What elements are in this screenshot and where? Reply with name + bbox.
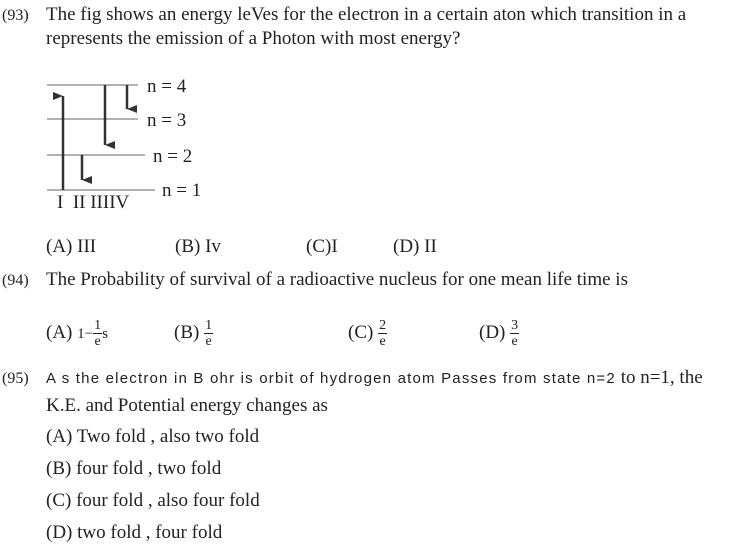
denominator: e bbox=[379, 334, 386, 349]
option-c: (C)I bbox=[306, 236, 338, 257]
numerator: 1 bbox=[205, 318, 213, 333]
question-text: The fig shows an energy leVes for the electron in a certain aton which transition in a bbox=[46, 4, 687, 25]
option-label: (A) bbox=[46, 321, 73, 343]
fraction bbox=[204, 318, 213, 349]
question-text: represents the emission of a Photon with most energy? bbox=[46, 28, 461, 49]
option-b bbox=[174, 318, 213, 349]
option-a: (A) Two fold , also two fold bbox=[46, 426, 260, 447]
option-label: (D) bbox=[479, 321, 506, 343]
option-label: (B) bbox=[174, 321, 200, 343]
question-text: K.E. and Potential energy changes as bbox=[46, 395, 328, 416]
level-label: n = 1 bbox=[162, 180, 202, 201]
fraction bbox=[510, 318, 519, 349]
level-label: n = 2 bbox=[153, 146, 193, 167]
option-b: (B) four fold , two fold bbox=[46, 458, 222, 479]
option-text: 1− bbox=[77, 325, 94, 342]
question-text-part: to n=1, the bbox=[620, 367, 703, 388]
option-d bbox=[479, 318, 519, 349]
question-number: (94) bbox=[2, 272, 29, 289]
transition-labels: I II IIIIV bbox=[57, 192, 130, 213]
option-b: (B) Iv bbox=[175, 236, 221, 257]
denominator: e bbox=[94, 334, 101, 349]
numerator: 1 bbox=[94, 318, 102, 333]
fraction bbox=[378, 318, 387, 349]
level-label: n = 3 bbox=[147, 110, 187, 131]
option-text: s bbox=[102, 325, 108, 342]
option-c bbox=[348, 318, 387, 349]
option-label: (C) bbox=[348, 321, 374, 343]
numerator: 3 bbox=[511, 318, 519, 333]
level-label: n = 4 bbox=[147, 76, 187, 97]
denominator: e bbox=[205, 334, 212, 349]
question-number: (95) bbox=[2, 370, 29, 387]
fraction bbox=[93, 318, 102, 349]
option-d: (D) two fold , four fold bbox=[46, 522, 223, 543]
option-c: (C) four fold , also four fold bbox=[46, 490, 260, 511]
question-text-part: A s the electron in B ohr is orbit of hydrogen atom Passes from state n=2 bbox=[46, 370, 616, 387]
question-text bbox=[46, 367, 703, 390]
numerator: 2 bbox=[379, 318, 387, 333]
option-a: (A) III bbox=[46, 236, 97, 257]
question-text: The Probability of survival of a radioactive nucleus for one mean life time is bbox=[46, 269, 628, 290]
energy-level-diagram bbox=[0, 0, 260, 220]
option-a bbox=[46, 318, 108, 349]
denominator: e bbox=[511, 334, 518, 349]
option-d: (D) II bbox=[393, 236, 437, 257]
question-number: (93) bbox=[2, 7, 29, 24]
